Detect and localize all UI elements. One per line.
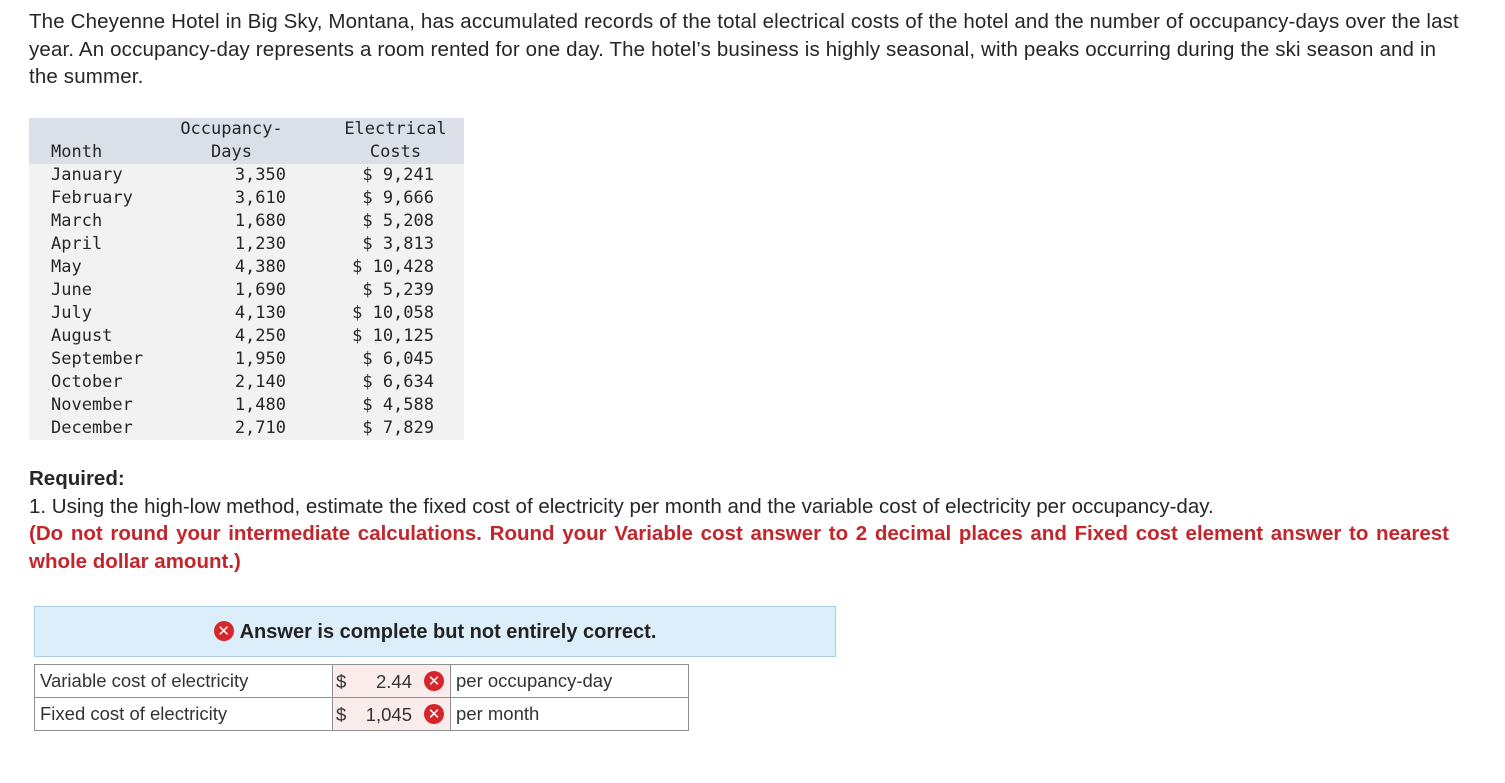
table-row: [29, 302, 464, 325]
month-cell: August: [51, 326, 113, 346]
currency-symbol: $: [336, 704, 347, 725]
table-row: [29, 164, 464, 187]
month-cell: July: [51, 303, 92, 323]
electrical-costs-cell: $ 3,813: [362, 234, 434, 254]
month-cell: December: [51, 418, 133, 438]
required-section: [29, 465, 1449, 575]
answer-input[interactable]: [333, 698, 451, 731]
month-cell: January: [51, 165, 123, 185]
month-cell: October: [51, 372, 123, 392]
required-heading: Required:: [29, 467, 125, 490]
electrical-costs-cell: $ 5,239: [362, 280, 434, 300]
electrical-costs-cell: $ 10,058: [352, 303, 434, 323]
occupancy-days-cell: 3,350: [234, 165, 286, 185]
occupancy-days-cell: 2,140: [234, 372, 286, 392]
electrical-costs-cell: $ 7,829: [362, 418, 434, 438]
month-cell: May: [51, 257, 82, 277]
table-row: [29, 348, 464, 371]
occupancy-days-cell: 3,610: [234, 188, 286, 208]
month-cell: November: [51, 395, 133, 415]
electrical-costs-cell: $ 9,666: [362, 188, 434, 208]
table-row: [29, 325, 464, 348]
occupancy-days-cell: 1,690: [234, 280, 286, 300]
month-cell: March: [51, 211, 103, 231]
occupancy-days-cell: 2,710: [234, 418, 286, 438]
electrical-costs-cell: $ 9,241: [362, 165, 434, 185]
result-banner-text: Answer is complete but not entirely correct.: [239, 621, 657, 643]
occupancy-days-cell: 1,950: [234, 349, 286, 369]
answer-unit: per month: [451, 698, 689, 731]
result-banner: [34, 606, 836, 657]
x-circle-icon: ✕: [424, 671, 444, 691]
answer-row: [35, 665, 689, 698]
table-row: [29, 371, 464, 394]
electrical-costs-cell: $ 6,045: [362, 349, 434, 369]
required-question: 1. Using the high-low method, estimate the fixed cost of electricity per month and the variable cost of electricity per occupancy-day.: [29, 494, 1214, 518]
month-cell: February: [51, 188, 133, 208]
answer-label: Fixed cost of electricity: [35, 698, 333, 731]
month-cell: June: [51, 280, 92, 300]
table-row: [29, 256, 464, 279]
problem-intro: The Cheyenne Hotel in Big Sky, Montana, has accumulated records of the total electrical costs of the hotel and the number of occupancy-days over the last year. An occupancy-day represents a room rented for one day. The hotel’s business is highly seasonal, with peaks occurring during the ski season and in the summer.: [29, 10, 1459, 88]
electrical-costs-cell: $ 10,428: [352, 257, 434, 277]
table-header-row: [29, 118, 464, 164]
table-row: [29, 233, 464, 256]
electrical-costs-cell: $ 6,634: [362, 372, 434, 392]
table-row: [29, 187, 464, 210]
currency-symbol: $: [336, 671, 347, 692]
table-row: [29, 279, 464, 302]
electrical-costs-cell: $ 10,125: [352, 326, 434, 346]
answer-unit: per occupancy-day: [451, 665, 689, 698]
month-cell: April: [51, 234, 103, 254]
answer-label: Variable cost of electricity: [35, 665, 333, 698]
occupancy-days-cell: 1,230: [234, 234, 286, 254]
occupancy-days-cell: 1,680: [234, 211, 286, 231]
occupancy-days-cell: 4,380: [234, 257, 286, 277]
data-table: [29, 118, 464, 440]
answer-table: [34, 664, 689, 731]
x-circle-icon: ✕: [214, 621, 234, 641]
table-row: [29, 210, 464, 233]
answer-value: 2.44: [375, 671, 412, 692]
table-row: [29, 417, 464, 440]
month-cell: September: [51, 349, 144, 369]
header-month: Month: [51, 142, 103, 162]
answer-value: 1,045: [365, 704, 412, 725]
answer-input[interactable]: [333, 665, 451, 698]
table-row: [29, 394, 464, 417]
electrical-costs-cell: $ 4,588: [362, 395, 434, 415]
occupancy-days-cell: 1,480: [234, 395, 286, 415]
electrical-costs-cell: $ 5,208: [362, 211, 434, 231]
header-occupancy-days: Occupancy- Days: [180, 119, 283, 162]
header-electrical-costs: Electrical Costs: [344, 119, 447, 162]
occupancy-days-cell: 4,130: [234, 303, 286, 323]
x-circle-icon: ✕: [424, 704, 444, 724]
rounding-instruction: (Do not round your intermediate calculations. Round your Variable cost answer to 2 decimal places and Fixed cost element answer to nearest whole dollar amount.): [29, 522, 1449, 573]
answer-row: [35, 698, 689, 731]
occupancy-days-cell: 4,250: [234, 326, 286, 346]
